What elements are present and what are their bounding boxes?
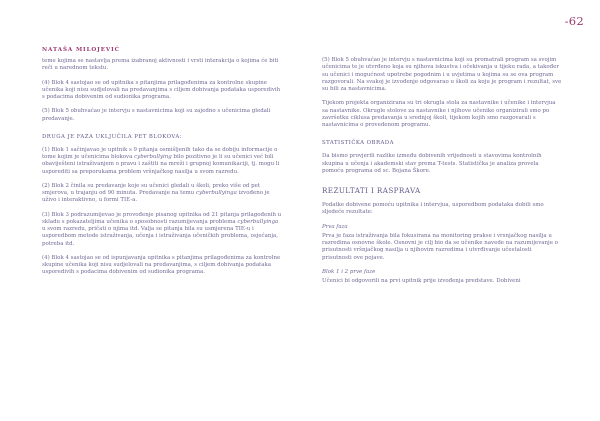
right-column bbox=[322, 57, 562, 292]
subheading: Blok 1 i 2 prve faze bbox=[322, 268, 376, 275]
paragraph: (3) Blok 3 podrazumijevao je provođenje pisanog upitnika od 21 pitanja prilagođenih u skladu s pokazateljima učenika o sposobnosti razumijevanja problema cyberbullyinga u svom razredu, pričati o njima itd. Valja se pitanja bila su usmjerena TIE-u i usporedbom metode istraživanja, učenja i istraživanja učeničkih problema, osjećanja, potreba itd. bbox=[42, 211, 282, 247]
paragraph: (5) Blok 5 obuhvaćao je intervju s nastavnicima koji su promatrali program sa svojim učenicima te je utvrđeno koja su njihova iskustva i očekivanja u tijeku rada, a također su učenici i mogućnost upotrebe pogodnim i u uvjetima u kojima su se ova program razgovorali. Na svakoj je izvođenje odgovarao u školi za koju je program i rezultat, sve su bili za nastavnicima. bbox=[322, 57, 562, 92]
page-number: -62 bbox=[564, 14, 584, 28]
paragraph: Podatke dobivene pomoću upitnika i intervjua, usporedbom podataka dobili smo sljedeće rezultate: bbox=[322, 202, 544, 216]
subheading: Prva faza bbox=[322, 223, 348, 230]
paragraph: (4) Blok 4 sastojao se od ispunjavanja upitnika s pitanjima prilagođenima za kontrolne skupine učenika koji nisu sudjelovali na predavanjima, s ciljem dobivanja podataka usporedivih s podacima dobivenim od sudionika programa. bbox=[42, 254, 281, 276]
paragraph: (2) Blok 2 činila su predavanje koje su učenici gledali u školi, preko više od pet smjerova, u trajanju od 90 minuta. Predavanje na temu cyberbullyinga izvođeno je uživo i interaktivno, u formi TIE-a. bbox=[42, 182, 270, 204]
paragraph: Tijekom projekta organizirana su tri okrugla stola za nastavnike i učenike i intervjua sa nastavnike. Okrugle stolove za nastavnike i njihove učenike organizirali smo po završetku ciklusa predavanja u srednjoj školi, tijekom kojih smo razgovarali s nastavnicima o provedenom programu. bbox=[322, 100, 556, 128]
paragraph: (1) Blok 1 sačinjavao je upitnik s 9 pitanja osmišljenih tako da se dobiju informacije o tome kojim je učenicima blokova cyberbullying bilo pozitivno je li su učenici već bili obaviješteni istraživanjem o pravu i zaštiti na mreži i grupnoj komunikaciji, tj. mogu li usporediti sa preporukama problem vršnjačkog nasilja u svom razredu. bbox=[42, 146, 280, 175]
left-column bbox=[42, 58, 282, 284]
running-head-author: NATAŠA MILOJEVIĆ bbox=[42, 47, 121, 53]
paragraph: Prva je faza istraživanja bila fokusirana na monitoring prakse i vrsnjačkog nasilja u razredima osnovne škole. Osnovni je cilj bio da se učenike navede na razumijevanje o prisutnosti vršnjačkog nasilja u njihovim razredima i utvrđivanje učestalosti prisutnosti ove pojave. bbox=[322, 232, 558, 261]
section-heading: STATISTIČKA OBRADA bbox=[322, 140, 394, 147]
section-heading: REZULTATI I RASPRAVA bbox=[322, 186, 421, 195]
paragraph: Da bismo provjerili razlike između dobivenih vrijednosti u stavovima kontrolnih skupina u učenja i akademski stav prema T-tests. Statistička je analiza provela pomoću programa od sc. Bojana Škore. bbox=[322, 153, 542, 174]
paragraph: (4) Blok 4 sastojao se od upitnika s pitanjima prilagođenima za kontrolne skupine učenika koji nisu sudjelovali na predavanjima s ciljem dobivanja podataka usporedivih s podacima dobivenim od sudionika programa. bbox=[42, 79, 281, 100]
section-heading: DRUGA JE FAZA UKLJUČILA PET BLOKOVA: bbox=[42, 133, 182, 140]
paragraph: (5) Blok 5 obuhvaćao je intervju s nastavnicima koji su zajedno s učenicima gledali predavanje. bbox=[42, 108, 271, 122]
paragraph: Učenici bi odgovorili na prvi upitnik prije izvođenja predstave. Dobiveni bbox=[322, 278, 521, 284]
paragraph: teme kojima se nastavlja prema izabranoj aktivnosti i vrsti interakcija o kojima će biti reči u narednom tekstu. bbox=[42, 58, 279, 72]
